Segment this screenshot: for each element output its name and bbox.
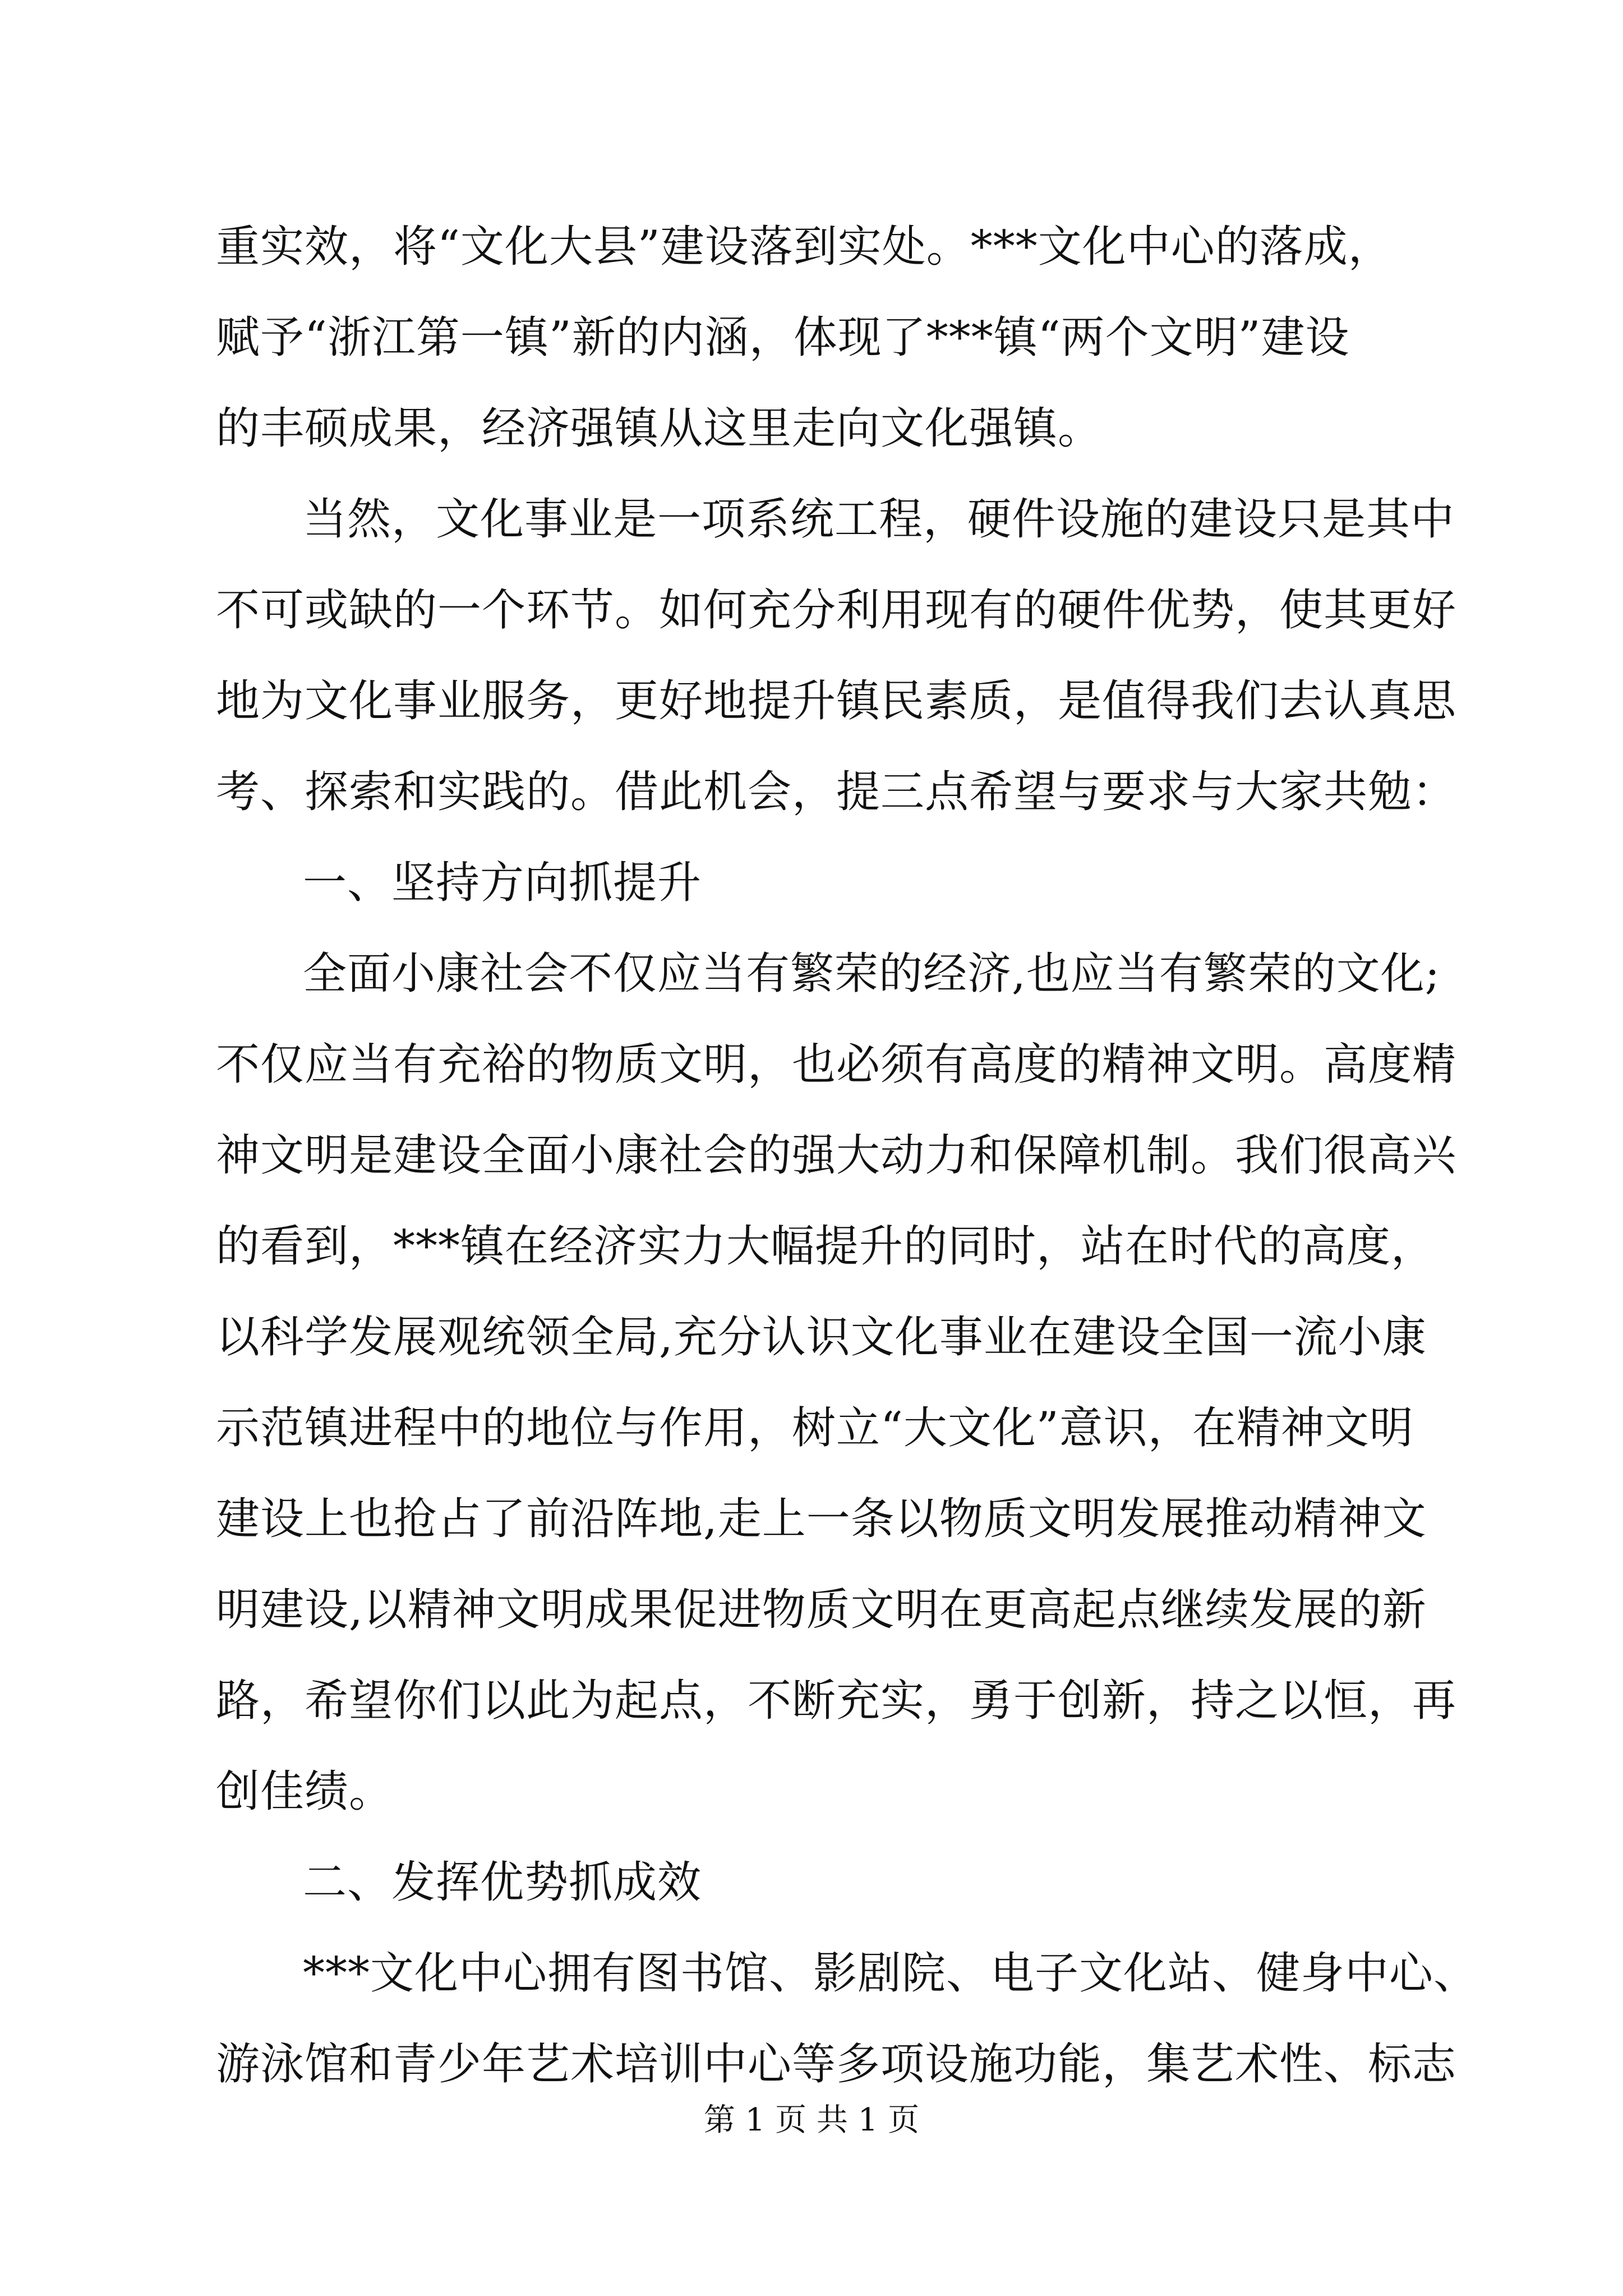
text-line: 地为文化事业服务，更好地提升镇民素质，是值得我们去认真思 bbox=[216, 676, 1457, 726]
text-line: 神文明是建设全面小康社会的强大动力和保障机制。我们很高兴 bbox=[216, 1130, 1457, 1181]
paragraph-first-line: ***文化中心拥有图书馆、影剧院、电子文化站、健身中心、 bbox=[303, 1948, 1478, 1999]
text-line: 不可或缺的一个环节。如何充分利用现有的硬件优势，使其更好 bbox=[216, 585, 1457, 636]
text-line: 赋予“浙江第一镇”新的内涵，体现了***镇“两个文明”建设 bbox=[216, 312, 1350, 363]
text-line: 路，希望你们以此为起点，不断充实，勇于创新，持之以恒，再 bbox=[216, 1676, 1457, 1726]
paragraph-first-line: 当然，文化事业是一项系统工程，硬件设施的建设只是其中 bbox=[303, 494, 1455, 545]
text-line: 不仅应当有充裕的物质文明，也必须有高度的精神文明。高度精 bbox=[216, 1039, 1457, 1090]
text-line: 示范镇进程中的地位与作用，树立“大文化”意识，在精神文明 bbox=[216, 1403, 1414, 1453]
text-line: 游泳馆和青少年艺术培训中心等多项设施功能，集艺术性、标志 bbox=[216, 2039, 1457, 2090]
section-heading: 二、发挥优势抓成效 bbox=[303, 1857, 702, 1908]
text-line: 创佳绩。 bbox=[216, 1766, 394, 1817]
text-line: 考、探索和实践的。借此机会，提三点希望与要求与大家共勉： bbox=[216, 767, 1457, 817]
text-line: 明建设,以精神文明成果促进物质文明在更高起点继续发展的新 bbox=[216, 1585, 1427, 1635]
text-line: 重实效，将“文化大县”建设落到实处。***文化中心的落成， bbox=[216, 222, 1393, 272]
page-number-footer: 第 1 页 共 1 页 bbox=[703, 2102, 920, 2138]
text-line: 以科学发展观统领全局,充分认识文化事业在建设全国一流小康 bbox=[216, 1312, 1427, 1363]
text-line: 建设上也抢占了前沿阵地,走上一条以物质文明发展推动精神文 bbox=[216, 1494, 1427, 1544]
section-heading: 一、坚持方向抓提升 bbox=[303, 858, 702, 908]
text-line: 的丰硕成果，经济强镇从这里走向文化强镇。 bbox=[216, 403, 1103, 454]
paragraph-first-line: 全面小康社会不仅应当有繁荣的经济,也应当有繁荣的文化; bbox=[303, 949, 1441, 999]
text-line: 的看到，***镇在经济实力大幅提升的同时，站在时代的高度， bbox=[216, 1221, 1436, 1272]
